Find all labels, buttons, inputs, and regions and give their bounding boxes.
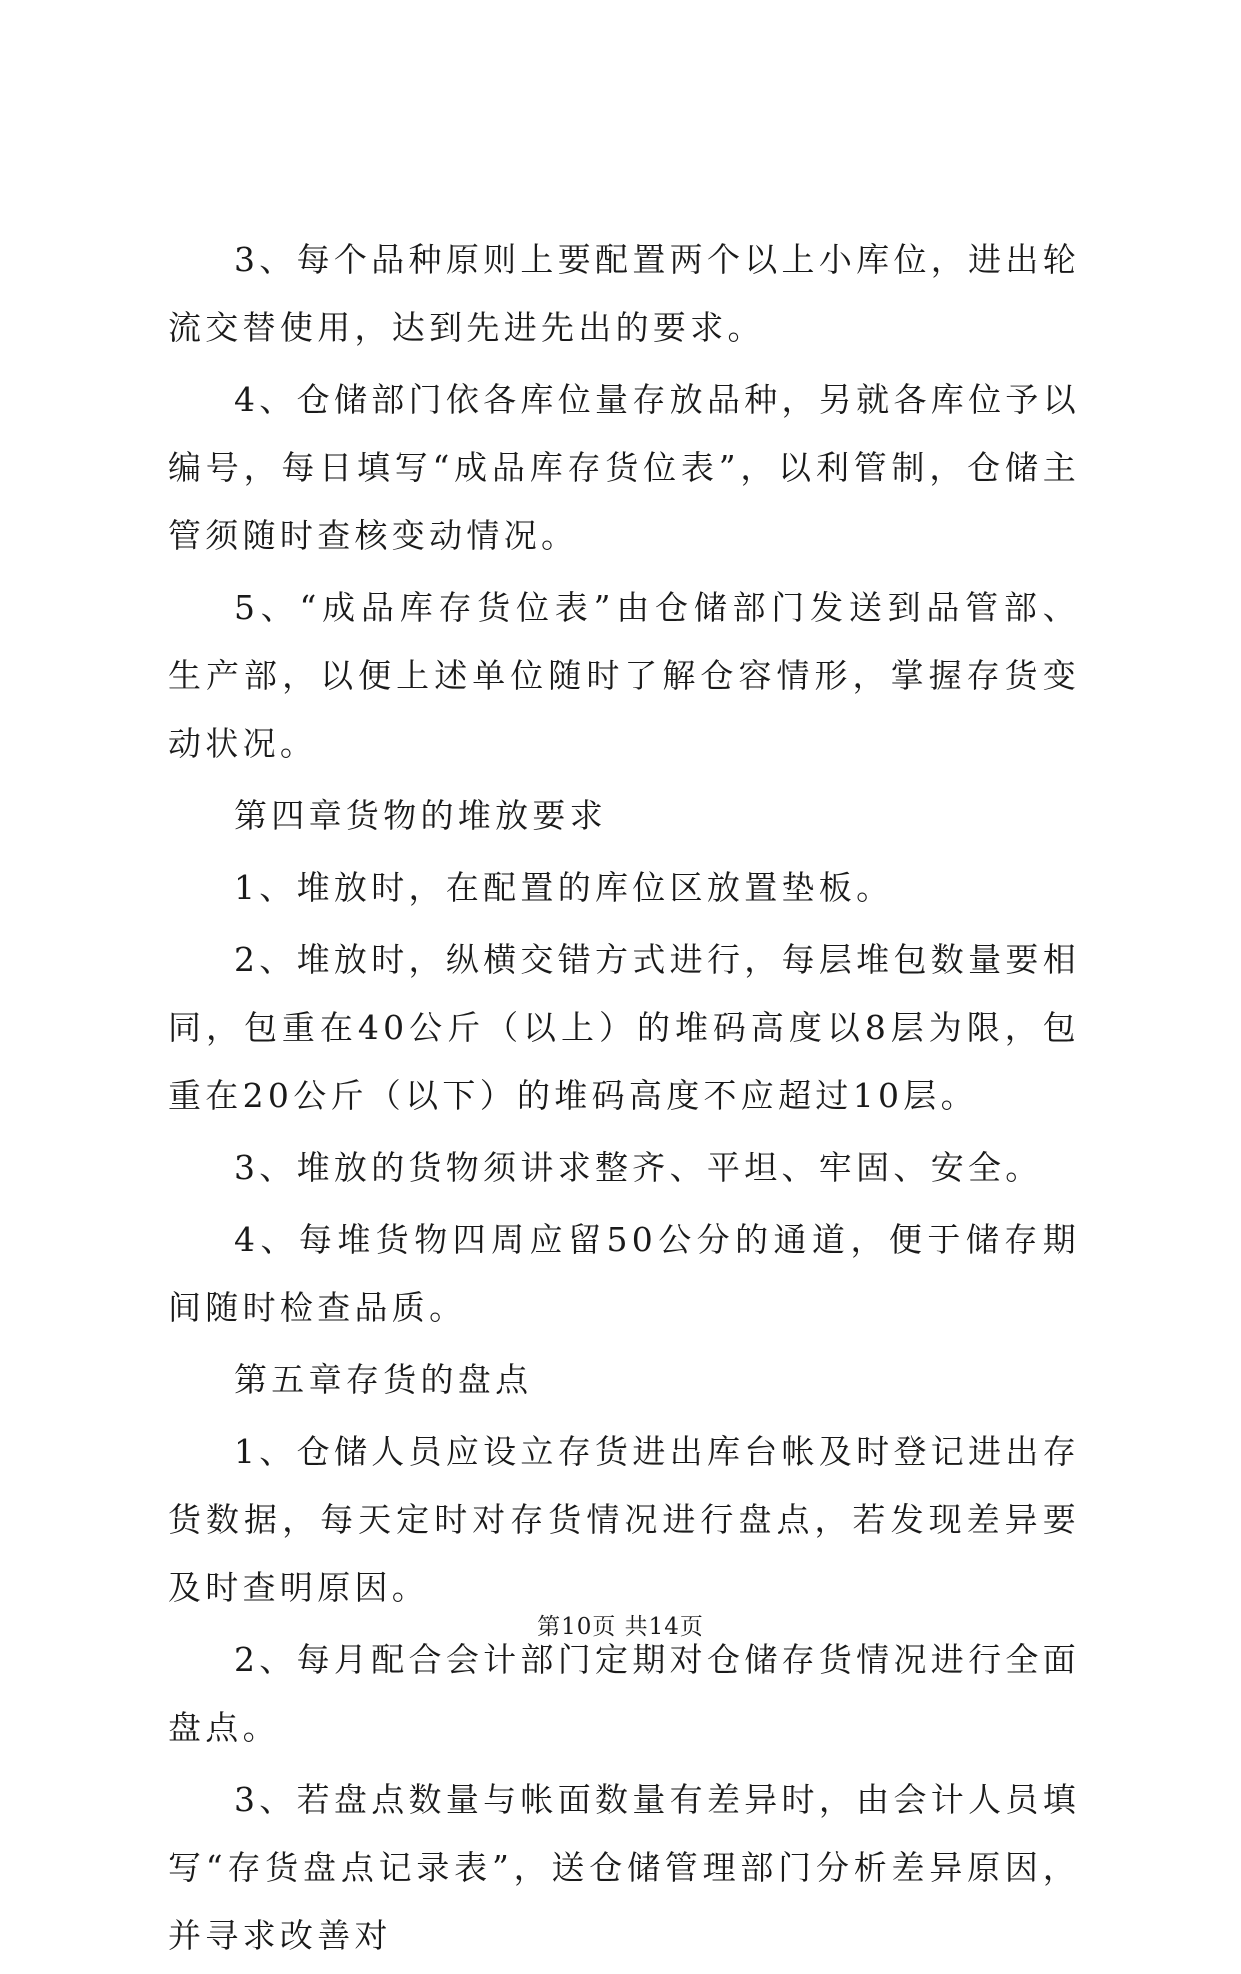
paragraph-8: 4、每堆货物四周应留50公分的通道，便于储存期间随时检查品质。 [168, 1220, 1080, 1327]
paragraph-6: 2、堆放时，纵横交错方式进行，每层堆包数量要相同，包重在40公斤（以上）的堆码高度以8层为限，包重在20公斤（以下）的堆码高度不应超过10层。 [168, 940, 1080, 1115]
paragraph-11: 2、每月配合会计部门定期对仓储存货情况进行全面盘点。 [168, 1640, 1080, 1747]
paragraph-10: 1、仓储人员应设立存货进出库台帐及时登记进出存货数据，每天定时对存货情况进行盘点，若发现差异要及时查明原因。 [168, 1432, 1080, 1607]
paragraph-5: 1、堆放时，在配置的库位区放置垫板。 [234, 868, 894, 907]
paragraph-3: 5、“成品库存货位表”由仓储部门发送到品管部、生产部，以便上述单位随时了解仓容情形，掌握存货变动状况。 [168, 588, 1080, 763]
chapter-4-heading: 第四章货物的堆放要求 [234, 796, 607, 835]
paragraph-1: 3、每个品种原则上要配置两个以上小库位，进出轮流交替使用，达到先进先出的要求。 [168, 240, 1080, 347]
paragraph-12: 3、若盘点数量与帐面数量有差异时，由会计人员填写“存货盘点记录表”，送仓储管理部门分析差异原因，并寻求改善对 [168, 1780, 1080, 1955]
document-body [168, 226, 1080, 1974]
page-footer: 第10页 共14页 [537, 1614, 704, 1640]
paragraph-2: 4、仓储部门依各库位量存放品种，另就各库位予以编号，每日填写“成品库存货位表”，以利管制，仓储主管须随时查核变动情况。 [168, 380, 1080, 555]
paragraph-7: 3、堆放的货物须讲求整齐、平坦、牢固、安全。 [234, 1148, 1043, 1187]
chapter-5-heading: 第五章存货的盘点 [234, 1360, 533, 1399]
